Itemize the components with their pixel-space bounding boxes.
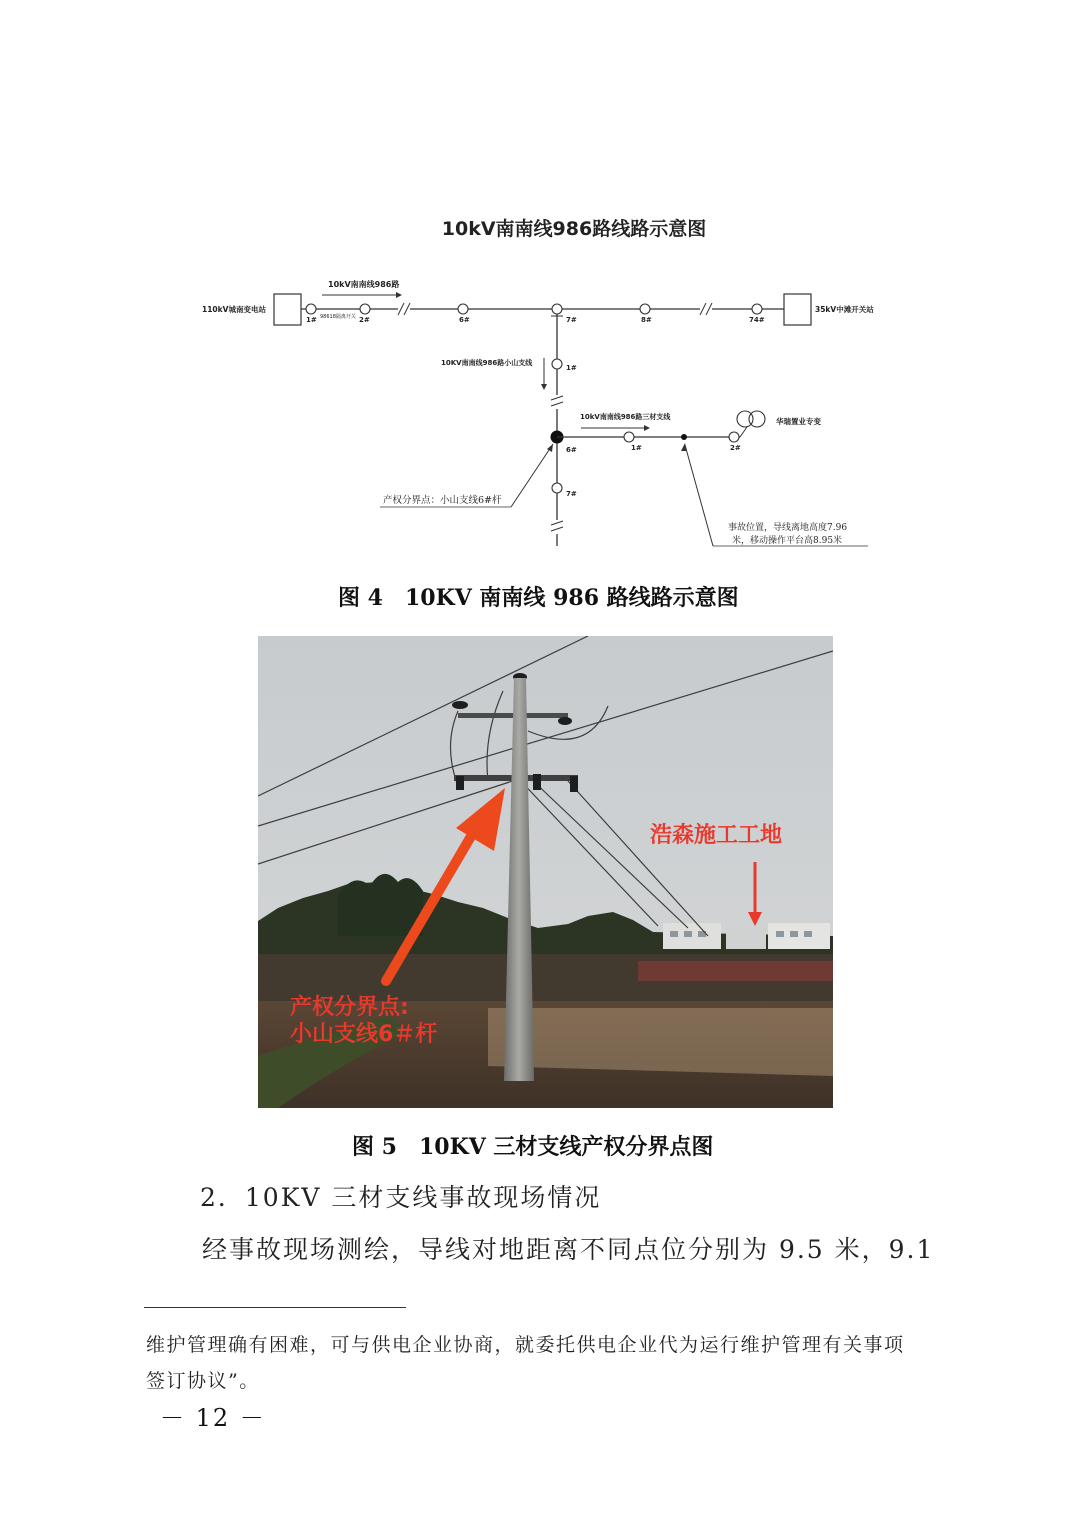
photo-label-boundary-line2: 小山支线6＃杆 <box>290 1022 438 1047</box>
transformer-lead <box>740 427 747 437</box>
pole-label: 7# <box>566 316 577 324</box>
boundary-callout-line <box>511 444 553 507</box>
pole-main-7 <box>552 304 562 314</box>
accident-callout-arrowhead <box>681 443 687 451</box>
pole-main-2 <box>360 304 370 314</box>
transformer-symbol <box>749 411 765 427</box>
pole-label: 6# <box>459 316 470 324</box>
pole-label: 1# <box>566 364 577 372</box>
main-line-break-1 <box>398 303 410 315</box>
main-line-arrowhead <box>396 292 402 298</box>
pole-label: 1# <box>306 316 317 324</box>
branch-xiaoshan-label: 10KV南南线986路小山支线 <box>441 359 533 367</box>
page-number: － 12 － <box>160 1404 266 1432</box>
red-plants-strip <box>638 961 833 981</box>
main-line-label: 10kV南南线986路 <box>328 280 400 289</box>
upper-crossarm <box>458 713 568 718</box>
pole-xiaoshan-7 <box>552 483 562 493</box>
pole-label: 2# <box>730 444 741 452</box>
pole-label: 7# <box>566 490 577 498</box>
pole-main-6 <box>458 304 468 314</box>
building <box>726 926 766 949</box>
boundary-point-photo <box>258 636 833 1108</box>
pole-label: 8# <box>641 316 652 324</box>
station-right-box <box>784 294 811 325</box>
pole-main-1 <box>306 304 316 314</box>
pole-label: 2# <box>359 316 370 324</box>
pole-xiaoshan-1 <box>552 359 562 369</box>
footnote-divider <box>144 1307 406 1308</box>
tree-clump <box>338 874 423 936</box>
pole-label: 74# <box>749 316 765 324</box>
water-reflection <box>488 1008 833 1076</box>
branch-xiaoshan-arrowhead <box>541 384 547 390</box>
switch-label: 98618隔离开关 <box>320 314 356 320</box>
pole-main-74 <box>752 304 762 314</box>
line-route-diagram <box>0 0 1080 560</box>
branch-sancai-arrowhead <box>644 425 650 431</box>
substation-left-label: 110kV城南变电站 <box>202 305 266 314</box>
footnote-line-1: 维护管理确有困难，可与供电企业协商，就委托供电企业代为运行维护管理有关事项 <box>146 1334 905 1356</box>
diagram-title: 10kV南南线986路线路示意图 <box>441 218 707 240</box>
transformer-label: 华瑞置业专变 <box>776 417 821 426</box>
pole-sancai-2 <box>729 432 739 442</box>
pole-label: 6# <box>566 446 577 454</box>
pole-sancai-1 <box>624 432 634 442</box>
photo-label-boundary-line1: 产权分界点: <box>290 995 409 1020</box>
accident-annotation-line1: 事故位置，导线离地高度7.96 <box>728 523 848 533</box>
substation-left-box <box>274 294 301 325</box>
footnote-line-2: 签订协议”。 <box>146 1370 260 1392</box>
section-heading: 2．10KV 三材支线事故现场情况 <box>200 1183 602 1212</box>
pole-main-8 <box>640 304 650 314</box>
body-paragraph-line: 经事故现场测绘，导线对地距离不同点位分别为 9.5 米，9.1 <box>202 1235 935 1264</box>
figure-4-caption: 图 4 10KV 南南线 986 路线路示意图 <box>338 585 739 611</box>
figure-5-caption: 图 5 10KV 三材支线产权分界点图 <box>352 1134 714 1160</box>
boundary-annotation: 产权分界点：小山支线6#杆 <box>383 495 502 506</box>
main-pole-labels <box>306 316 765 324</box>
station-right-label: 35kV中滩开关站 <box>815 305 874 314</box>
photo-label-site: 浩森施工工地 <box>650 823 783 848</box>
accident-callout-line <box>685 445 713 546</box>
pole-label: 1# <box>631 444 642 452</box>
branch-sancai-label: 10kV南南线986路三材支线 <box>580 413 671 421</box>
main-line-break-2 <box>700 303 712 315</box>
accident-annotation-line2: 米，移动操作平台高8.95米 <box>732 536 843 546</box>
accident-point <box>681 434 687 440</box>
